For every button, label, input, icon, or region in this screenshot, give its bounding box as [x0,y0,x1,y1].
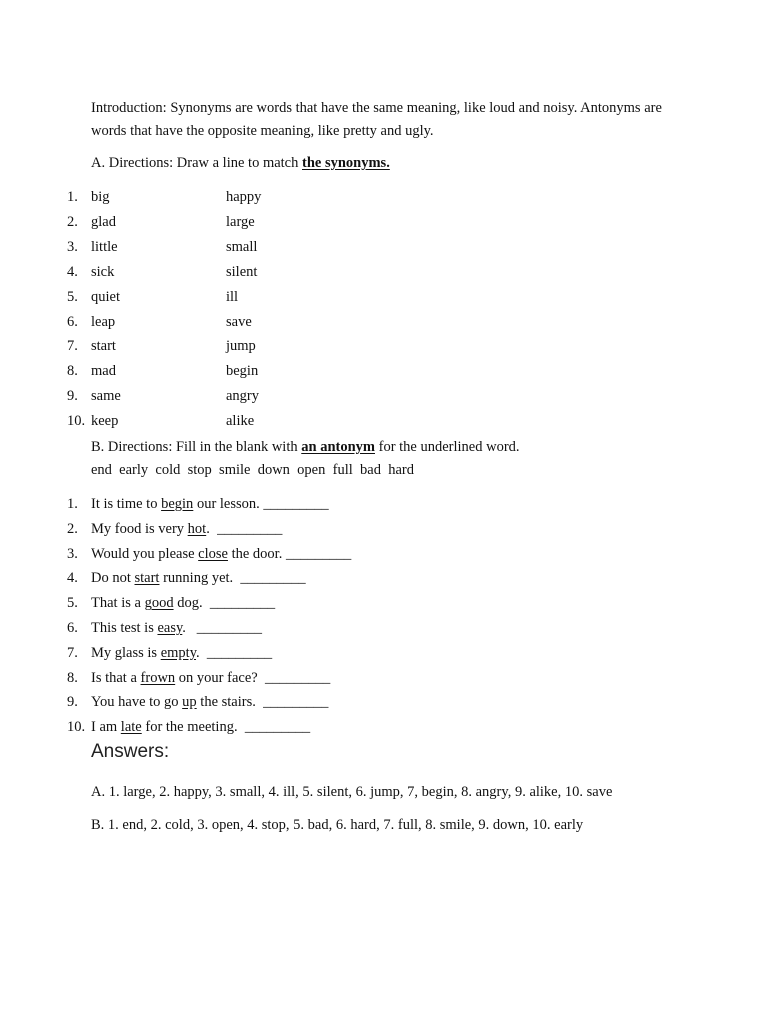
synonym-left-word: start [91,338,116,355]
sentence-number: 5. [67,595,78,612]
underlined-word: good [144,595,174,612]
sentence-text-before: That is a [91,595,145,612]
underlined-word: start [134,570,160,587]
underlined-word: begin [161,496,194,512]
synonym-right-word: save [226,313,252,330]
sentence-text-after: . _________ [182,620,263,636]
synonym-item-number: 1. [67,189,78,205]
sentence-text-after: the door. _________ [227,545,352,562]
synonym-right-word: begin [226,363,259,380]
sentence-line [91,570,306,587]
sentence-text-before: I am [91,719,121,736]
synonym-left-word: quiet [91,288,120,305]
answers-section-a: A. 1. large, 2. happy, 3. small, 4. ill, 5. silent, 6. jump, 7, begin, 8. angry, 9. alike, 10. save [91,784,613,800]
synonym-right-word: angry [226,388,260,405]
answers-section-b: B. 1. end, 2. cold, 3. open, 4. stop, 5. bad, 6. hard, 7. full, 8. smile, 9. down, 10. early [91,817,584,833]
section-b-directions-suffix: for the underlined word. [374,439,520,455]
synonym-item-number: 4. [67,263,78,280]
underlined-word: close [198,545,228,562]
sentence-number: 3. [67,545,78,562]
synonym-left-word: keep [91,413,119,430]
sentence-number: 4. [67,570,78,587]
synonym-left-word: same [91,388,121,405]
sentence-number: 10. [67,719,86,736]
sentence-text-after: on your face? _________ [175,669,331,686]
synonym-left-word: big [91,189,110,205]
section-b-directions-emphasis: an antonym [301,439,375,455]
synonym-left-word: little [91,238,118,255]
synonym-item-number: 6. [67,313,78,330]
sentence-line [91,595,275,612]
sentence-line [91,645,272,662]
synonym-item-number: 7. [67,338,78,355]
synonym-right-word: happy [226,189,262,205]
synonym-item-number: 5. [67,288,78,305]
sentence-text-before: My food is very [91,520,188,537]
sentence-text-after: our lesson. _________ [193,496,329,512]
sentence-line [91,546,351,563]
sentence-line [91,670,330,687]
sentence-text-before: Do not [91,570,135,587]
synonym-right-word: jump [226,338,256,355]
sentence-line [91,694,328,711]
synonym-item-number: 3. [67,238,78,255]
sentence-text-before: It is time to [91,496,162,512]
section-b-directions-text: B. Directions: Fill in the blank with [91,439,302,455]
word-bank: end early cold stop smile down open full bad hard [91,462,414,478]
sentence-text-before: My glass is [91,644,161,661]
section-a-directions-text: A. Directions: Draw a line to match [91,155,302,171]
sentence-text-before: Would you please [91,545,199,562]
sentence-text-after: for the meeting. _________ [141,719,311,736]
synonym-right-word: large [226,213,255,230]
synonym-left-word: leap [91,313,116,330]
section-a-directions-emphasis: the synonyms. [302,155,390,171]
underlined-word: empty [160,644,197,661]
synonym-right-word: alike [226,413,255,430]
sentence-number: 2. [67,520,78,537]
sentence-number: 1. [67,496,78,512]
sentence-line [91,496,329,513]
sentence-number: 8. [67,669,78,686]
synonym-left-word: sick [91,263,115,280]
sentence-line [91,521,282,538]
sentence-text-after: running yet. _________ [159,570,306,587]
synonym-item-number: 10. [67,413,86,430]
underlined-word: late [120,719,142,736]
underlined-word: frown [140,669,176,686]
sentence-text-before: This test is [91,620,158,636]
underlined-word: hot [187,520,207,537]
synonym-item-number: 8. [67,363,78,380]
sentence-text-before: Is that a [91,669,141,686]
sentence-text-after: . _________ [196,644,273,661]
answers-heading: Answers: [91,741,170,762]
underlined-word: easy [157,620,183,636]
synonym-right-word: ill [226,288,239,305]
synonym-right-word: small [226,238,258,255]
synonym-left-word: glad [91,213,116,230]
synonym-right-word: silent [226,263,258,280]
sentence-line [91,719,310,736]
sentence-number: 7. [67,644,78,661]
synonym-item-number: 2. [67,213,78,230]
synonym-left-word: mad [91,363,116,380]
synonym-item-number: 9. [67,388,78,405]
sentence-number: 6. [67,620,78,636]
sentence-number: 9. [67,694,78,711]
sentence-text-before: You have to go [91,694,183,711]
underlined-word: up [182,694,197,711]
section-a-directions [91,155,390,172]
sentence-line [91,620,262,637]
introduction-text: Introduction: Synonyms are words that have the same meaning, like loud and noisy. Antonyms are words that have the opposite meaning, like pretty and ugly. [91,100,662,139]
sentence-text-after: . _________ [206,520,283,537]
sentence-text-after: dog. _________ [173,595,276,612]
section-b-directions [91,439,520,456]
sentence-text-after: the stairs. _________ [196,694,329,711]
